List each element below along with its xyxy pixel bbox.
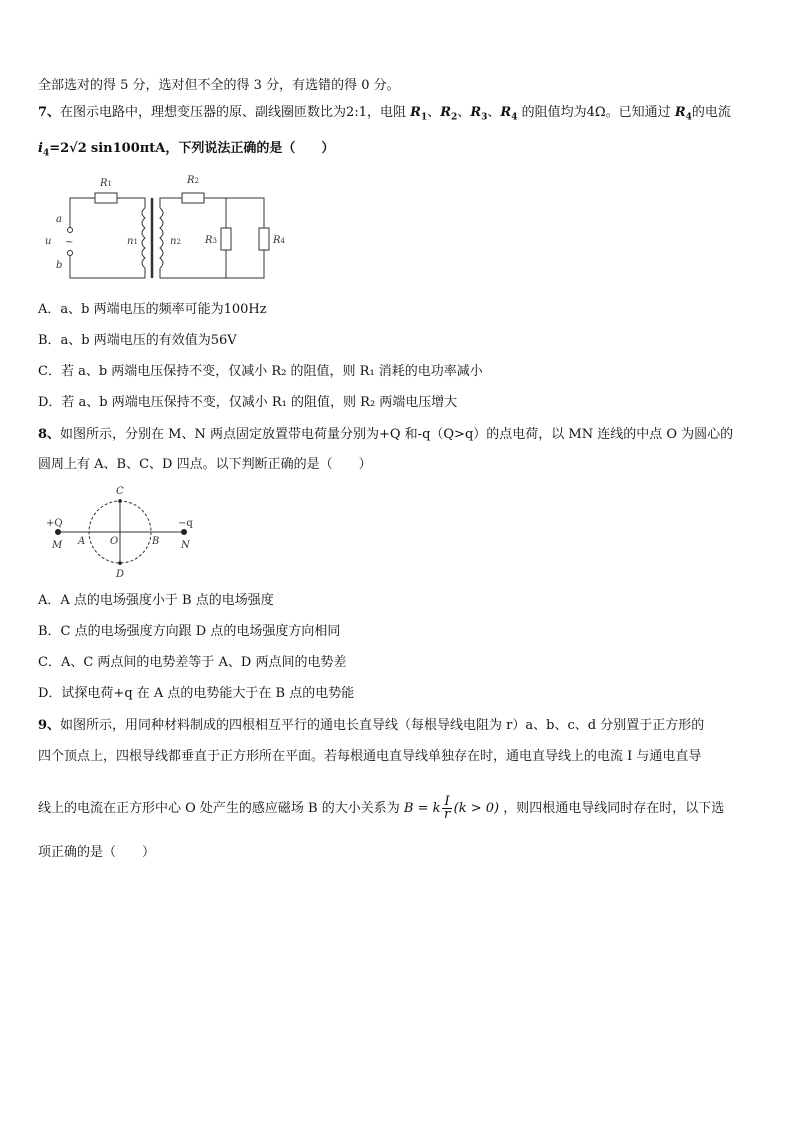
q7-stem-b: 的阻值均为4Ω。已知通过 [521, 105, 671, 120]
q7-option-b: B．a、b 两端电压的有效值为56V [38, 333, 237, 348]
q9-number: 9、 [38, 718, 61, 733]
label-r1: R1 [100, 178, 112, 189]
label-A: A [78, 536, 86, 547]
q7-current-text: sin100πtA，下列说法正确的是（ ） [90, 141, 335, 156]
q7-stem-c: 的电流 [691, 105, 731, 120]
q9-line3b: ，则四根通电导线同时存在时，以下选 [503, 801, 725, 816]
q7-option-a: A．a、b 两端电压的频率可能为100Hz [38, 302, 267, 317]
q9-line2: 四个顶点上，四根导线都垂直于正方形所在平面。若每根通电直导线单独存在时，通电直导线上的电流 I 与通电直导 [38, 749, 702, 764]
q8-option-c: C．A、C 两点间的电势差等于 A、D 两点间的电势差 [38, 655, 347, 670]
q7-stem-line1: 7、在图示电路中，理想变压器的原、副线圈匝数比为2:1，电阻 $R_1$、$R_2$、$R_3$、$R_4$ 的阻值均为4Ω。已知通过 $R_4$的电流 [38, 105, 731, 123]
q8-stem-line2: 圆周上有 A、B、C、D 四点。以下判断正确的是（ ） [38, 457, 372, 472]
q9-line4: 项正确的是（ ） [38, 845, 156, 860]
label-N: N [181, 540, 190, 551]
q7-option-c: C．若 a、b 两端电压保持不变，仅减小 R₂ 的阻值，则 R₁ 消耗的电功率减小 [38, 364, 483, 379]
point-charges-diagram [44, 482, 204, 582]
label-a: a [56, 214, 62, 225]
label-O: O [110, 536, 119, 547]
q9-line1 [38, 717, 704, 735]
label-r3: R3 [205, 235, 217, 246]
q9-line3 [38, 796, 724, 821]
label-M: M [52, 540, 63, 551]
q9-line1-text: 如图所示，用同种材料制成的四根相互平行的通电长直导线（每根导线电阻为 r）a、b、c、d 分别置于正方形的 [60, 718, 705, 733]
label-ac-source: ~ [65, 237, 74, 248]
label-n2: n2 [170, 236, 181, 247]
q8-stem-line1 [38, 426, 733, 444]
q7-option-d: D．若 a、b 两端电压保持不变，仅减小 R₁ 的阻值，则 R₂ 两端电压增大 [38, 395, 458, 410]
q8-option-a: A．A 点的电场强度小于 B 点的电场强度 [38, 593, 274, 608]
q8-stem-line1-text: 如图所示，分别在 M、N 两点固定放置带电荷量分别为+Q 和-q（Q>q）的点电荷，以 MN 连线的中点 O 为圆心的 [60, 427, 734, 442]
q9-formula: B = k $\frac{I}{r}$ (k > 0) [403, 794, 500, 822]
q7-current-line: $i_4=2√2$ sin100πtA，下列说法正确的是（ ） [38, 141, 335, 159]
q7-stem-a: 在图示电路中，理想变压器的原、副线圈匝数比为2:1，电阻 [60, 105, 406, 120]
q8-option-d: D．试探电荷+q 在 A 点的电势能大于在 B 点的电势能 [38, 686, 355, 701]
label-b: b [56, 260, 63, 271]
label-u: u [45, 236, 52, 247]
label-D: D [116, 569, 125, 580]
label-r4: R4 [273, 235, 285, 246]
label-B: B [152, 536, 160, 547]
q8-number: 8、 [38, 427, 61, 442]
label-C: C [116, 486, 124, 497]
intro-text: 全部选对的得 5 分，选对但不全的得 3 分，有选错的得 0 分。 [38, 78, 400, 93]
q7-number: 7、 [38, 105, 61, 120]
label-r2: R2 [187, 175, 199, 186]
label-plus-Q: +Q [46, 518, 63, 529]
transformer-circuit-diagram [40, 168, 290, 288]
label-n1: n1 [127, 236, 138, 247]
q8-option-b: B．C 点的电场强度方向跟 D 点的电场强度方向相同 [38, 624, 341, 639]
label-minus-q: −q [178, 518, 193, 529]
q9-line3a: 线上的电流在正方形中心 O 处产生的感应磁场 B 的大小关系为 [38, 801, 400, 816]
